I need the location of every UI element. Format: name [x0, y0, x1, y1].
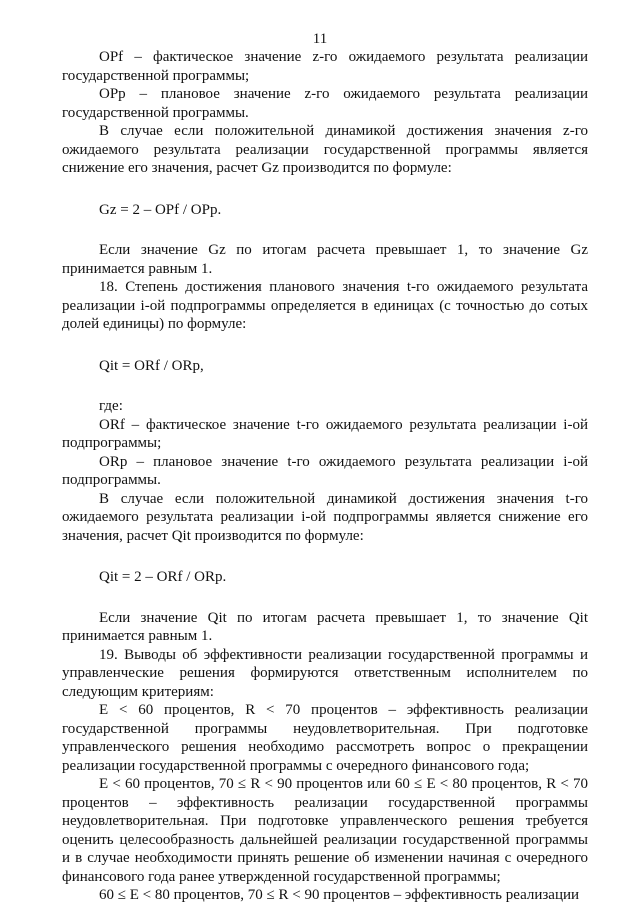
criterion-1: E < 60 процентов, R < 70 процентов – эффективность реализации государственной программы неудовлетворительная. При подготовке управленческого решения необходимо рассмотреть вопрос о прекращении реализации государственной программы с очередного финансового года; — [62, 702, 588, 774]
gz-limit-paragraph: Если значение Gz по итогам расчета превышает 1, то значение Gz принимается равным 1. — [62, 242, 588, 277]
definition-opp: OPp – плановое значение z-го ожидаемого результата реализации государственной программы. — [62, 86, 588, 121]
criterion-2: E < 60 процентов, 70 ≤ R < 90 процентов или 60 ≤ E < 80 процентов, R < 70 процентов – эффективность реализации государственной программы неудовлетворительная. При подготовке управленческого решения требуется оценить целесообразность дальнейшей реализации государственной программы и в случае необходимости принять решение об изменении начиная с очередного финансового года ранее утвержденной государственной программы; — [62, 776, 588, 885]
formula-gz: Gz = 2 – OPf / OPp. — [99, 201, 222, 218]
where-label: где: — [99, 398, 123, 414]
condition-paragraph-qit: В случае если положительной динамикой достижения значения t-го ожидаемого результата реализации i-ой подпрограммы является снижение его значения, расчет Qit производится по формуле: — [62, 490, 588, 544]
definition-opf: OPf – фактическое значение z-го ожидаемого результата реализации государственной программы; — [62, 49, 588, 84]
formula-qit-inverse: Qit = 2 – ORf / ORp. — [99, 569, 227, 585]
page-number: 11 — [312, 31, 328, 47]
definition-orf: ORf – фактическое значение t-го ожидаемого результата реализации i-ой подпрограммы; — [62, 416, 588, 451]
condition-paragraph-gz: В случае если положительной динамикой достижения значения z-го ожидаемого результата реализации государственной программы является снижение его значения, расчет Gz производится по формуле: — [62, 123, 588, 176]
definition-orp: ORp – плановое значение t-го ожидаемого результата реализации i-ой подпрограммы. — [62, 453, 588, 488]
criterion-3: 60 ≤ E < 80 процентов, 70 ≤ R < 90 процентов – эффективность реализации — [99, 887, 580, 903]
qit-limit-paragraph: Если значение Qit по итогам расчета превышает 1, то значение Qit принимается равным 1. — [62, 609, 588, 644]
formula-qit: Qit = ORf / ORp, — [99, 357, 204, 374]
document-body — [62, 48, 588, 905]
section-18-paragraph: 18. Степень достижения планового значения t-го ожидаемого результата реализации i-ой подпрограммы определяется в единицах (с точностью до сотых долей единицы) по формуле: — [62, 279, 588, 332]
section-19-paragraph: 19. Выводы об эффективности реализации государственной программы и управленческие решения формируются ответственным исполнителем по следующим критериям: — [62, 646, 588, 700]
